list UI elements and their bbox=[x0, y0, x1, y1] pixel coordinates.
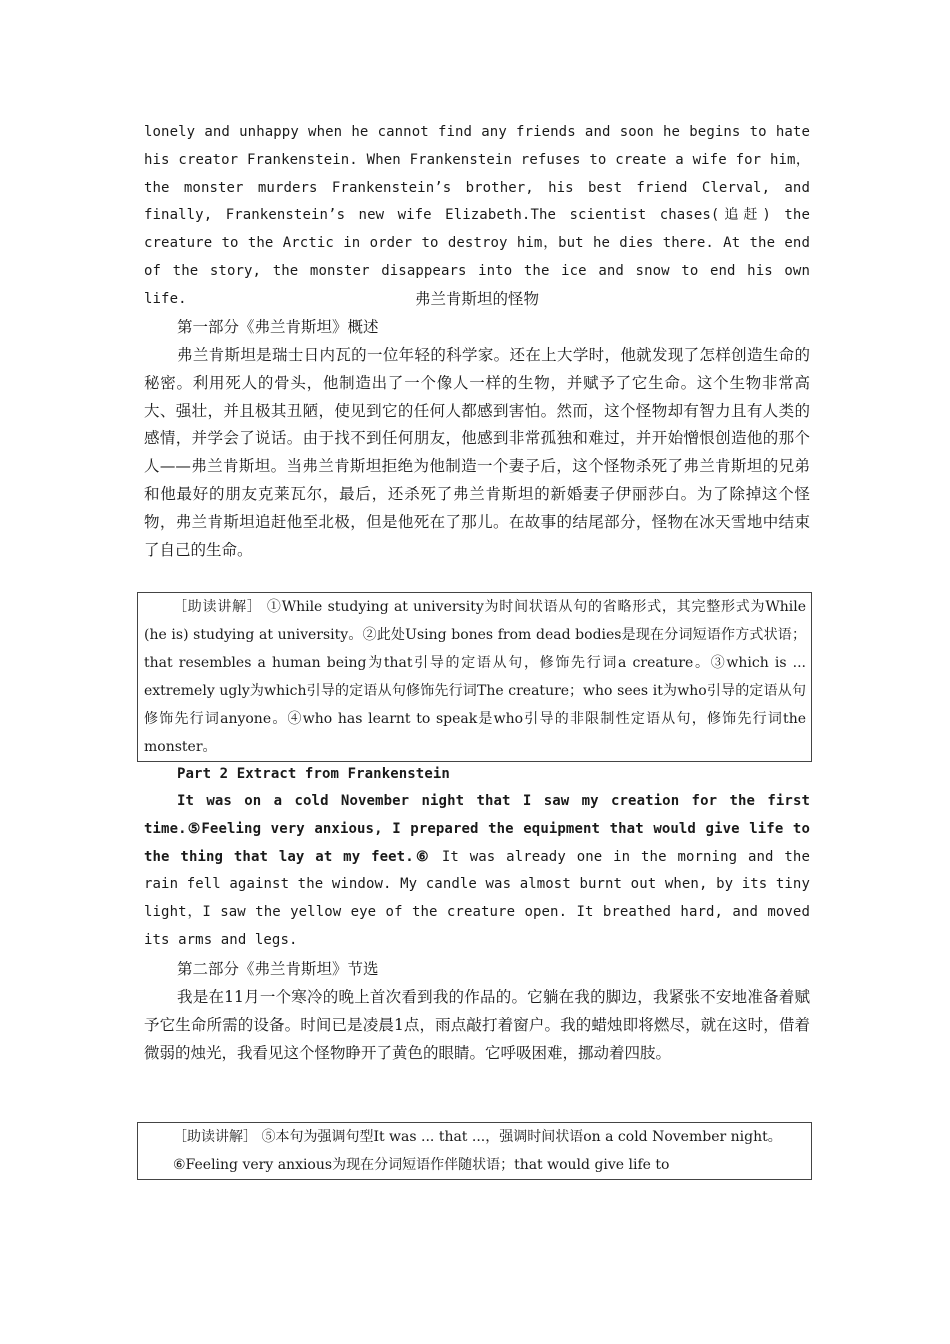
chinese-title: 弗兰肯斯坦的怪物 bbox=[414, 290, 539, 308]
part2-regular-sentences: It was already one in the morning and the rain fell against the window. My candle was almost burnt out when, by its tiny light，I saw the yellow eye of the creature open. It breathed hard, and moved its arms and legs. bbox=[144, 848, 810, 948]
part2-chinese-paragraph: 我是在11月一个寒冷的晚上首次看到我的作品的。它躺在我的脚边，我紧张不安地准备着赋予它生命所需的设备。时间已是凌晨1点，雨点敲打着窗户。我的蜡烛即将燃尽，就在这时，借着微弱的烛光，我看见这个怪物睁开了黄色的眼睛。它呼吸困难，挪动着四肢。 bbox=[144, 988, 810, 1062]
part1-heading-chinese: 第一部分《弗兰肯斯坦》概述 bbox=[177, 318, 379, 336]
reading-note-2-line-2: ⑥Feeling very anxious为现在分词短语作伴随状语；that would give life to bbox=[173, 1157, 670, 1173]
reading-note-1-text: ［助读讲解］ ①While studying at university为时间状语从句的省略形式，其完整形式为While (he is) studying at university。②此处Using bones from dead bodies是现在分词短语作方式状语；that resembles a human being为that引导的定语从句，修饰先行词a creature。③which is ... extremely ugly为which引导的定语从句修饰先行词The creature；who sees it为who引导的定语从句修饰先行词anyone。④who has learnt to speak是who引导的非限制性定语从句，修饰先行词the monster。 bbox=[144, 599, 806, 755]
part2-english-paragraph bbox=[144, 788, 810, 955]
reading-note-box-1 bbox=[137, 592, 812, 762]
part2-heading-chinese: 第二部分《弗兰肯斯坦》节选 bbox=[177, 960, 379, 978]
reading-note-box-2 bbox=[137, 1122, 812, 1180]
intro-english-paragraph: lonely and unhappy when he cannot find any friends and soon he begins to hate his creator Frankenstein. When Frankenstein refuses to create a wife for him，the monster murders Frankenstein’s brother, his best friend Clerval, and finally, Frankenstein’s new wife Elizabeth.The scientist chases(追赶) the creature to the Arctic in order to destroy him，but he dies there. At the end of the story, the monster disappears into the ice and snow to end his own life. bbox=[144, 124, 810, 307]
reading-note-2-line-1: ［助读讲解］ ⑤本句为强调句型It was ... that ...，强调时间状语on a cold November night。 bbox=[173, 1129, 782, 1145]
part2-bold-sentences: It was on a cold November night that I saw my creation for the first time.⑤Feeling very anxious, I prepared the equipment that would give life to the thing that lay at my feet.⑥ bbox=[144, 793, 810, 865]
part1-chinese-paragraph: 弗兰肯斯坦是瑞士日内瓦的一位年轻的科学家。还在上大学时，他就发现了怎样创造生命的秘密。利用死人的骨头，他制造出了一个像人一样的生物，并赋予了它生命。这个生物非常高大、强壮，并且极其丑陋，使见到它的任何人都感到害怕。然而，这个怪物却有智力且有人类的感情，并学会了说话。由于找不到任何朋友，他感到非常孤独和难过，并开始憎恨创造他的那个人——弗兰肯斯坦。当弗兰肯斯坦拒绝为他制造一个妻子后，这个怪物杀死了弗兰肯斯坦的兄弟和他最好的朋友克莱瓦尔，最后，还杀死了弗兰肯斯坦的新婚妻子伊丽莎白。为了除掉这个怪物，弗兰肯斯坦追赶他至北极，但是他死在了那儿。在故事的结尾部分，怪物在冰天雪地中结束了自己的生命。 bbox=[144, 346, 810, 559]
part2-heading: Part 2 Extract from Frankenstein bbox=[177, 766, 450, 782]
